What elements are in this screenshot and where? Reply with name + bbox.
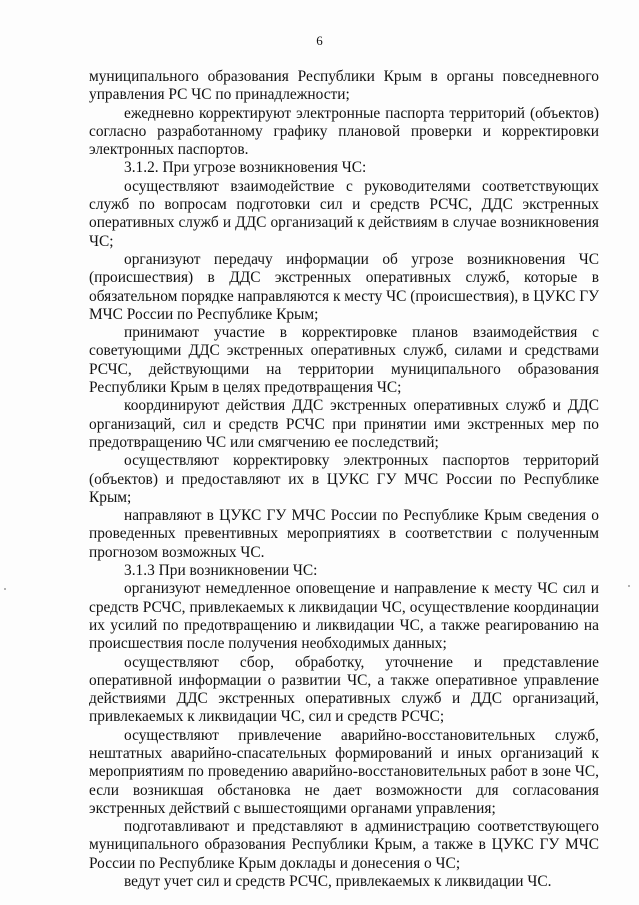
paragraph-item: осуществляют сбор, обработку, уточнение и представление оперативной информации о развитии ЧС, а также оперативное управление действиями ДДС экстренных оперативных служб и ДДС организаций, привлекаемых к ликвидации ЧС, сил и средств РСЧС;	[89, 653, 599, 726]
paragraph-item: организуют передачу информации об угрозе возникновения ЧС (происшествия) в ДДС экстренных оперативных служб, которые в обязательном порядке направляются к месту ЧС (происшествия), в ЦУКС ГУ МЧС России по Республике Крым;	[89, 250, 599, 323]
paragraph-item: осуществляют привлечение аварийно-восстановительных служб, нештатных аварийно-спасательных формирований и иных организаций к мероприятиям по проведению аварийно-восстановительных работ в зоне ЧС, если возникшая обстановка не дает возможности для согласования экстренных действий с вышестоящими органами управления;	[89, 726, 599, 817]
paragraph-item: подготавливают и представляют в администрацию соответствующего муниципального образования Республики Крым, а также в ЦУКС ГУ МЧС России по Республике Крым доклады и донесения о ЧС;	[89, 818, 599, 872]
document-body	[89, 68, 599, 891]
paragraph-item: принимают участие в корректировке планов взаимодействия с советующими ДДС экстренных оперативных служб, силами и средствами РСЧС, действующими на территории муниципального образования Республики Крым в целях предотвращения ЧС;	[89, 324, 599, 397]
paragraph-item: осуществляют корректировку электронных паспортов территорий (объектов) и предоставляют их в ЦУКС ГУ МЧС России по Республике Крым;	[89, 452, 599, 506]
section-heading-3-1-2: 3.1.2. При угрозе возникновения ЧС:	[124, 159, 367, 177]
section-heading-3-1-3: 3.1.3 При возникновении ЧС:	[124, 562, 318, 580]
page-number: 6	[316, 33, 323, 48]
paragraph-item: координируют действия ДДС экстренных оперативных служб и ДДС организаций, сил и средств РСЧС при принятии ими экстренных мер по предотвращению ЧС или смягчению ее последствий;	[89, 397, 599, 451]
scan-speck	[628, 585, 630, 587]
scan-speck	[4, 588, 6, 590]
paragraph-item: ежедневно корректируют электронные паспорта территорий (объектов) согласно разработанному графику плановой проверки и корректировки электронных паспортов.	[89, 104, 599, 159]
paragraph-item: осуществляют взаимодействие с руководителями соответствующих служб по вопросам подготовки сил и средств РСЧС, ДДС экстренных оперативных служб и ДДС организаций к действиям в случае возникновения ЧС;	[89, 177, 599, 250]
paragraph-item: ведут учет сил и средств РСЧС, привлекаемых к ликвидации ЧС.	[124, 873, 552, 891]
paragraph-item: направляют в ЦУКС ГУ МЧС России по Республике Крым сведения о проведенных превентивных мероприятиях в соответствии с полученным прогнозом возможных ЧС.	[89, 507, 599, 561]
paragraph-item: организуют немедленное оповещение и направление к месту ЧС сил и средств РСЧС, привлекаемых к ликвидации ЧС, осуществление координации их усилий по предотвращению и ликвидации ЧС, а также реагированию на происшествия после получения необходимых данных;	[89, 580, 599, 653]
paragraph-continuation: муниципального образования Республики Крым в органы повседневного управления РС ЧС по принадлежности;	[89, 68, 599, 104]
